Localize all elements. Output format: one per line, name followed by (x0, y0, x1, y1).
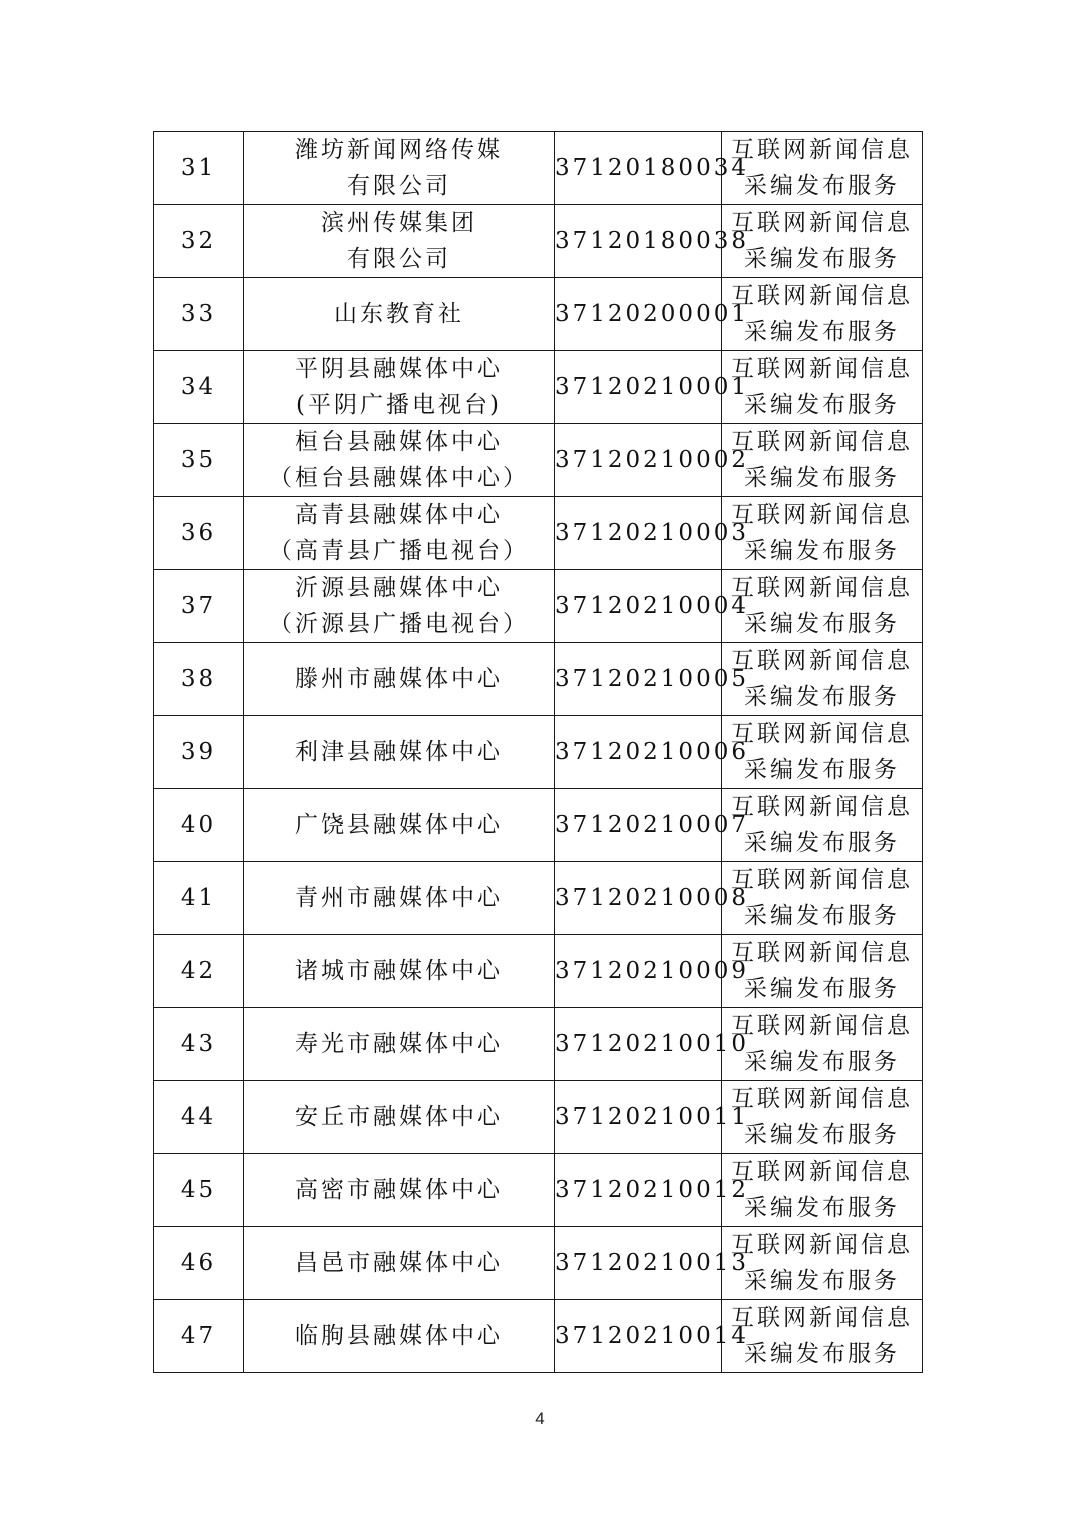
organization-name-cell (244, 1227, 555, 1300)
license-code: 37120210009 (555, 935, 722, 1008)
license-code: 37120210006 (555, 716, 722, 789)
service-type-line: 互联网新闻信息 (731, 867, 913, 893)
organization-name-line: 高密市融媒体中心 (295, 1177, 503, 1203)
page-number: 4 (535, 1409, 545, 1428)
license-code: 37120210001 (555, 351, 722, 424)
license-code: 37120210011 (555, 1081, 722, 1154)
table-row (154, 570, 923, 643)
service-type-cell (722, 935, 923, 1008)
service-type-line: 采编发布服务 (744, 246, 900, 272)
row-number: 32 (154, 205, 244, 278)
service-type-line: 采编发布服务 (744, 611, 900, 637)
table-row (154, 351, 923, 424)
organization-name-line: 有限公司 (347, 173, 451, 199)
license-code: 37120210013 (555, 1227, 722, 1300)
organization-name-line: 临朐县融媒体中心 (295, 1323, 503, 1349)
row-number: 43 (154, 1008, 244, 1081)
service-type-line: 互联网新闻信息 (731, 283, 913, 309)
organization-name-line: （桓台县融媒体中心） (269, 465, 529, 491)
organization-name-line: 青州市融媒体中心 (295, 885, 503, 911)
organization-name-line: 沂源县融媒体中心 (295, 575, 503, 601)
license-code: 37120210004 (555, 570, 722, 643)
row-number: 40 (154, 789, 244, 862)
license-code: 37120210012 (555, 1154, 722, 1227)
table-row (154, 716, 923, 789)
service-type-cell (722, 351, 923, 424)
row-number: 34 (154, 351, 244, 424)
service-type-line: 采编发布服务 (744, 1049, 900, 1075)
table-row (154, 643, 923, 716)
table-row (154, 1154, 923, 1227)
license-code: 37120200001 (555, 278, 722, 351)
organization-name-line: 广饶县融媒体中心 (295, 812, 503, 838)
row-number: 44 (154, 1081, 244, 1154)
row-number: 45 (154, 1154, 244, 1227)
organization-name-line: (平阴广播电视台) (296, 392, 502, 418)
service-type-cell (722, 643, 923, 716)
service-type-line: 互联网新闻信息 (731, 502, 913, 528)
organization-name-line: 安丘市融媒体中心 (295, 1104, 503, 1130)
table-row (154, 132, 923, 205)
service-type-line: 采编发布服务 (744, 830, 900, 856)
row-number: 31 (154, 132, 244, 205)
table-row (154, 278, 923, 351)
table-row (154, 935, 923, 1008)
registration-table (153, 131, 923, 1373)
license-code: 37120210010 (555, 1008, 722, 1081)
row-number: 36 (154, 497, 244, 570)
service-type-line: 互联网新闻信息 (731, 1232, 913, 1258)
service-type-line: 互联网新闻信息 (731, 356, 913, 382)
service-type-line: 采编发布服务 (744, 319, 900, 345)
service-type-cell (722, 570, 923, 643)
organization-name-line: 高青县融媒体中心 (295, 502, 503, 528)
organization-name-line: 桓台县融媒体中心 (295, 429, 503, 455)
service-type-line: 采编发布服务 (744, 1122, 900, 1148)
service-type-cell (722, 424, 923, 497)
organization-name-cell (244, 351, 555, 424)
service-type-line: 互联网新闻信息 (731, 648, 913, 674)
license-code: 37120210014 (555, 1300, 722, 1373)
license-code: 37120210007 (555, 789, 722, 862)
service-type-line: 互联网新闻信息 (731, 794, 913, 820)
organization-name-line: 利津县融媒体中心 (295, 739, 503, 765)
row-number: 37 (154, 570, 244, 643)
service-type-line: 采编发布服务 (744, 538, 900, 564)
table-row (154, 497, 923, 570)
organization-name-line: 寿光市融媒体中心 (295, 1031, 503, 1057)
organization-name-cell (244, 1008, 555, 1081)
table-row (154, 205, 923, 278)
service-type-cell (722, 862, 923, 935)
organization-name-cell (244, 570, 555, 643)
row-number: 41 (154, 862, 244, 935)
service-type-line: 互联网新闻信息 (731, 575, 913, 601)
table-row (154, 1008, 923, 1081)
service-type-cell (722, 205, 923, 278)
organization-name-line: 潍坊新闻网络传媒 (295, 137, 503, 163)
table-body (154, 132, 923, 1373)
row-number: 35 (154, 424, 244, 497)
organization-name-cell (244, 716, 555, 789)
service-type-line: 采编发布服务 (744, 757, 900, 783)
service-type-cell (722, 1227, 923, 1300)
license-code: 37120210005 (555, 643, 722, 716)
organization-name-cell (244, 497, 555, 570)
table-row (154, 1081, 923, 1154)
organization-name-line: （沂源县广播电视台） (269, 611, 529, 637)
organization-name-cell (244, 643, 555, 716)
service-type-line: 采编发布服务 (744, 976, 900, 1002)
service-type-cell (722, 789, 923, 862)
service-type-line: 采编发布服务 (744, 1268, 900, 1294)
organization-name-line: 滨州传媒集团 (321, 210, 477, 236)
row-number: 33 (154, 278, 244, 351)
organization-name-line: 滕州市融媒体中心 (295, 666, 503, 692)
organization-name-cell (244, 278, 555, 351)
service-type-line: 互联网新闻信息 (731, 137, 913, 163)
organization-name-cell (244, 935, 555, 1008)
service-type-line: 互联网新闻信息 (731, 210, 913, 236)
organization-name-line: （高青县广播电视台） (269, 538, 529, 564)
organization-name-line: 昌邑市融媒体中心 (295, 1250, 503, 1276)
service-type-cell (722, 1008, 923, 1081)
license-code: 37120180034 (555, 132, 722, 205)
service-type-line: 互联网新闻信息 (731, 429, 913, 455)
service-type-line: 采编发布服务 (744, 465, 900, 491)
service-type-cell (722, 1081, 923, 1154)
table-row (154, 862, 923, 935)
license-code: 37120180038 (555, 205, 722, 278)
service-type-line: 互联网新闻信息 (731, 721, 913, 747)
license-code: 37120210003 (555, 497, 722, 570)
organization-name-line: 平阴县融媒体中心 (295, 356, 503, 382)
table-row (154, 424, 923, 497)
license-code: 37120210002 (555, 424, 722, 497)
organization-name-cell (244, 1300, 555, 1373)
license-code: 37120210008 (555, 862, 722, 935)
table-row (154, 1300, 923, 1373)
service-type-line: 采编发布服务 (744, 392, 900, 418)
organization-name-line: 山东教育社 (334, 301, 464, 327)
row-number: 42 (154, 935, 244, 1008)
organization-name-line: 有限公司 (347, 246, 451, 272)
organization-name-cell (244, 1081, 555, 1154)
organization-name-cell (244, 205, 555, 278)
organization-name-cell (244, 862, 555, 935)
organization-name-cell (244, 132, 555, 205)
organization-name-cell (244, 789, 555, 862)
service-type-cell (722, 1154, 923, 1227)
row-number: 47 (154, 1300, 244, 1373)
service-type-line: 互联网新闻信息 (731, 1305, 913, 1331)
row-number: 46 (154, 1227, 244, 1300)
row-number: 39 (154, 716, 244, 789)
service-type-line: 采编发布服务 (744, 173, 900, 199)
row-number: 38 (154, 643, 244, 716)
organization-name-cell (244, 424, 555, 497)
table-row (154, 789, 923, 862)
service-type-line: 采编发布服务 (744, 1195, 900, 1221)
service-type-line: 互联网新闻信息 (731, 1086, 913, 1112)
service-type-cell (722, 1300, 923, 1373)
service-type-line: 互联网新闻信息 (731, 940, 913, 966)
service-type-cell (722, 716, 923, 789)
service-type-line: 采编发布服务 (744, 903, 900, 929)
table-row (154, 1227, 923, 1300)
service-type-cell (722, 278, 923, 351)
service-type-cell (722, 497, 923, 570)
organization-name-line: 诸城市融媒体中心 (295, 958, 503, 984)
organization-name-cell (244, 1154, 555, 1227)
service-type-line: 采编发布服务 (744, 1341, 900, 1367)
service-type-cell (722, 132, 923, 205)
service-type-line: 互联网新闻信息 (731, 1013, 913, 1039)
service-type-line: 采编发布服务 (744, 684, 900, 710)
service-type-line: 互联网新闻信息 (731, 1159, 913, 1185)
